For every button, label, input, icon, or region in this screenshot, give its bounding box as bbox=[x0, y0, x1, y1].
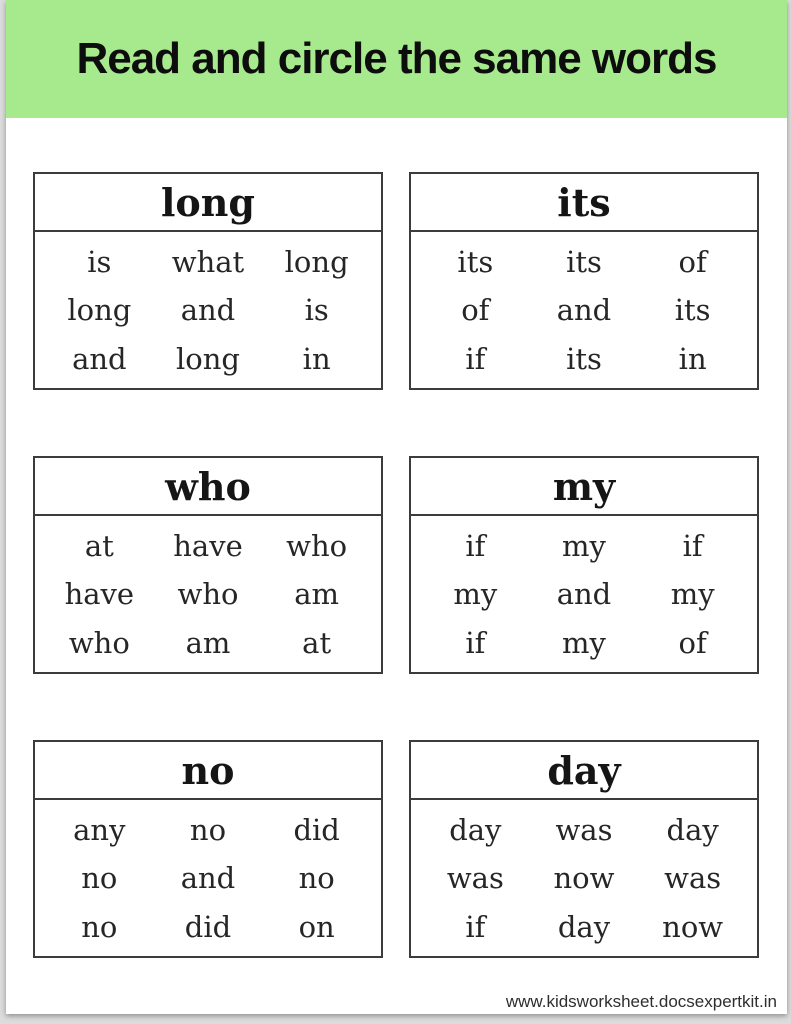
word-box-my bbox=[409, 456, 759, 674]
word-box-day bbox=[409, 740, 759, 958]
word-option[interactable]: day bbox=[557, 910, 611, 945]
target-word: its bbox=[411, 174, 757, 232]
word-option[interactable]: am bbox=[294, 577, 340, 612]
word-option[interactable]: if bbox=[465, 910, 486, 945]
target-word: no bbox=[35, 742, 381, 800]
word-grid bbox=[35, 800, 381, 956]
target-word: day bbox=[411, 742, 757, 800]
word-grid bbox=[411, 516, 757, 672]
word-option[interactable]: did bbox=[293, 812, 340, 847]
word-box-its bbox=[409, 172, 759, 390]
word-option[interactable]: was bbox=[664, 861, 722, 896]
word-option[interactable]: now bbox=[662, 910, 724, 945]
word-option[interactable]: in bbox=[678, 342, 707, 377]
word-option[interactable]: its bbox=[674, 293, 711, 328]
word-option[interactable]: and bbox=[556, 577, 612, 612]
word-grid bbox=[35, 232, 381, 388]
word-option[interactable]: did bbox=[184, 910, 232, 945]
word-option[interactable]: of bbox=[461, 293, 490, 328]
word-option[interactable]: is bbox=[304, 293, 329, 328]
word-option[interactable]: in bbox=[302, 342, 331, 377]
word-option[interactable]: day bbox=[666, 812, 719, 847]
target-word: my bbox=[411, 458, 757, 516]
word-option[interactable]: long bbox=[284, 244, 349, 279]
word-option[interactable]: its bbox=[566, 244, 602, 279]
word-option[interactable]: and bbox=[180, 293, 236, 328]
word-option[interactable]: of bbox=[678, 244, 707, 279]
word-option[interactable]: on bbox=[298, 910, 335, 945]
word-box-long bbox=[33, 172, 383, 390]
word-option[interactable]: any bbox=[73, 812, 126, 847]
word-option[interactable]: no bbox=[298, 861, 335, 896]
word-option[interactable]: no bbox=[81, 861, 118, 896]
worksheet-page bbox=[6, 0, 787, 1014]
target-word: long bbox=[35, 174, 381, 232]
word-option[interactable]: my bbox=[670, 577, 715, 612]
word-option[interactable]: my bbox=[562, 528, 606, 563]
word-box-who bbox=[33, 456, 383, 674]
word-option[interactable]: at bbox=[302, 626, 332, 661]
word-option[interactable]: and bbox=[556, 293, 612, 328]
target-word: who bbox=[35, 458, 381, 516]
word-option[interactable]: long bbox=[176, 342, 240, 377]
word-grid bbox=[411, 232, 757, 388]
word-option[interactable]: if bbox=[682, 528, 703, 563]
word-option[interactable]: who bbox=[286, 528, 348, 563]
word-option[interactable]: am bbox=[185, 626, 231, 661]
word-option[interactable]: long bbox=[67, 293, 132, 328]
word-option[interactable]: what bbox=[171, 244, 245, 279]
word-option[interactable]: now bbox=[553, 861, 615, 896]
exercise-grid bbox=[33, 172, 787, 958]
word-option[interactable]: day bbox=[449, 812, 502, 847]
title-banner bbox=[6, 0, 787, 118]
word-option[interactable]: my bbox=[453, 577, 498, 612]
word-option[interactable]: its bbox=[566, 342, 602, 377]
word-option[interactable]: if bbox=[465, 342, 486, 377]
website-url: www.kidsworksheet.docsexpertkit.in bbox=[505, 992, 777, 1011]
word-option[interactable]: at bbox=[84, 528, 114, 563]
word-option[interactable]: its bbox=[457, 244, 494, 279]
word-option[interactable]: if bbox=[465, 528, 486, 563]
word-option[interactable]: of bbox=[678, 626, 707, 661]
word-option[interactable]: who bbox=[177, 577, 239, 612]
word-option[interactable]: have bbox=[173, 528, 243, 563]
word-option[interactable]: no bbox=[81, 910, 118, 945]
word-option[interactable]: was bbox=[555, 812, 613, 847]
word-option[interactable]: no bbox=[189, 812, 227, 847]
word-option[interactable]: is bbox=[87, 244, 112, 279]
word-option[interactable]: and bbox=[72, 342, 127, 377]
word-option[interactable]: was bbox=[446, 861, 504, 896]
word-option[interactable]: and bbox=[180, 861, 236, 896]
word-grid bbox=[411, 800, 757, 956]
word-box-no bbox=[33, 740, 383, 958]
word-option[interactable]: if bbox=[465, 626, 486, 661]
word-option[interactable]: my bbox=[562, 626, 606, 661]
word-grid bbox=[35, 516, 381, 672]
word-option[interactable]: have bbox=[64, 577, 135, 612]
worksheet-title: Read and circle the same words bbox=[76, 34, 717, 83]
word-option[interactable]: who bbox=[68, 626, 130, 661]
